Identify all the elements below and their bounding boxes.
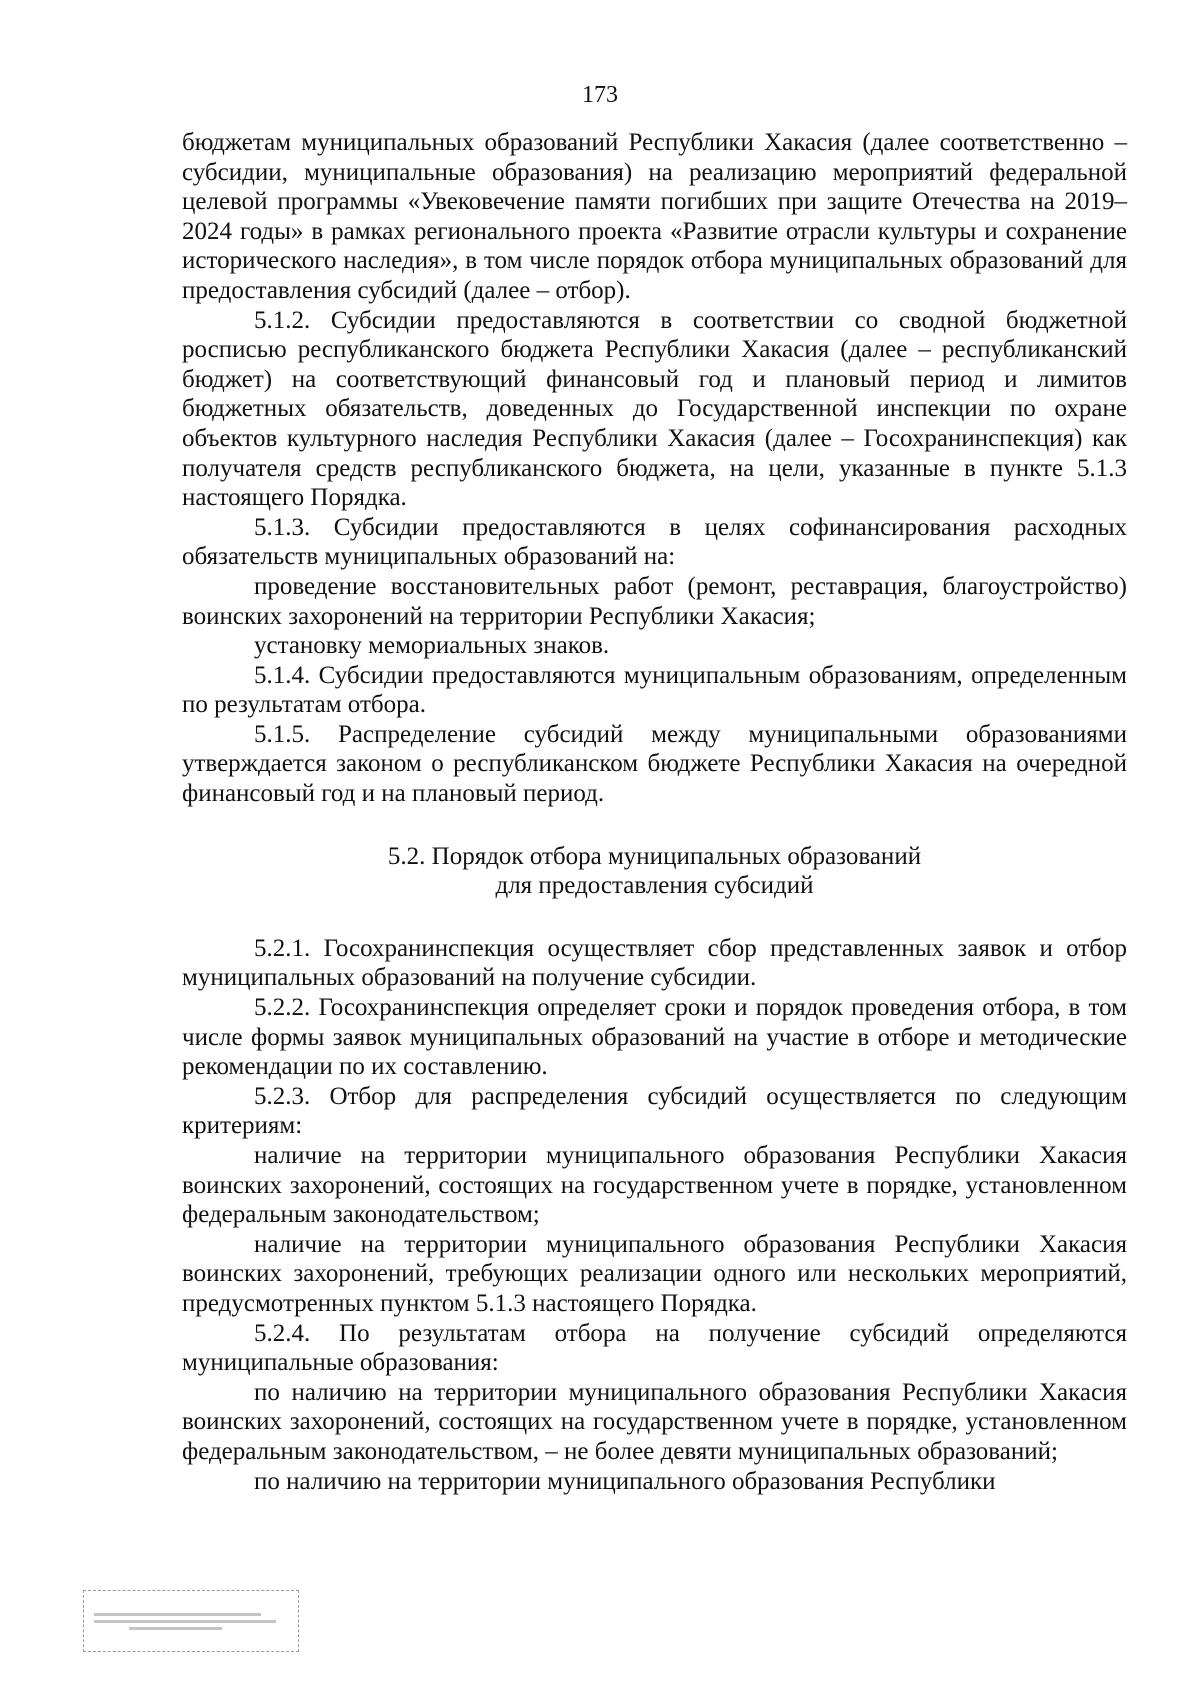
stamp-line [129,1627,222,1630]
paragraph: 5.1.4. Субсидии предоставляются муниципальным образованиям, определенным по результатам отбора. [182,661,1127,719]
paragraph: наличие на территории муниципального образования Республики Хакасия воинских захоронений, состоящих на государственном учете в порядке, установленном федеральным законодательством; [182,1142,1127,1229]
paragraph: по наличию на территории муниципального образования Республики Хакасия воинских захоронений, состоящих на государственном учете в порядке, установленном федеральным законодательством, – не более девяти муниципальных образований; [182,1378,1127,1465]
paragraph: установку мемориальных знаков. [254,632,610,660]
section-heading-line-2: для предоставления субсидий [495,872,814,900]
paragraph: 5.1.3. Субсидии предоставляются в целях софинансирования расходных обязательств муниципальных образований на: [182,513,1127,571]
paragraphs-after-heading [182,934,1127,1496]
paragraph: по наличию на территории муниципального образования Республики [254,1467,996,1495]
paragraph: 5.1.5. Распределение субсидий между муниципальными образованиями утверждается законом о республиканском бюджете Республики Хакасия на очередной финансовый год и на плановый период. [182,720,1127,808]
paragraph: 5.2.3. Отбор для распределения субсидий осуществляется по следующим критериям: [182,1082,1127,1140]
page-number: 173 [582,82,618,108]
document-stamp [83,1590,299,1652]
paragraph: наличие на территории муниципального образования Республики Хакасия воинских захоронений, требующих реализации одного или нескольких мероприятий, предусмотренных пунктом 5.1.3 настоящего Порядка. [182,1230,1127,1317]
document-body [182,128,1127,1496]
paragraph: 5.2.1. Госохранинспекция осуществляет сбор представленных заявок и отбор муниципальных образований на получение субсидии. [182,934,1127,992]
stamp-line [94,1613,261,1616]
paragraph: проведение восстановительных работ (ремонт, реставрация, благоустройство) воинских захоронений на территории Республики Хакасия; [182,572,1127,630]
paragraph: 5.1.2. Субсидии предоставляются в соответствии со сводной бюджетной росписью республиканского бюджета Республики Хакасия (далее – республиканский бюджет) на соответствующий финансовый год и плановый период и лимитов бюджетных обязательств, доведенных до Государственной инспекции по охране объектов культурного наследия Республики Хакасия (далее – Госохранинспекция) как получателя средств республиканского бюджета, на цели, указанные в пункте 5.1.3 настоящего Порядка. [182,306,1127,512]
paragraphs-before-heading [182,128,1127,809]
stamp-line [94,1620,276,1623]
paragraph: бюджетам муниципальных образований Республики Хакасия (далее соответственно – субсидии, муниципальные образования) на реализацию мероприятий федеральной целевой программы «Увековечение памяти погибших при защите Отечества на 2019–2024 годы» в рамках регионального проекта «Развитие отрасли культуры и сохранение исторического наследия», в том числе порядок отбора муниципальных образований для предоставления субсидий (далее – отбор). [182,129,1127,304]
section-heading-line-1: 5.2. Порядок отбора муниципальных образований [387,842,922,870]
paragraph: 5.2.4. По результатам отбора на получение субсидий определяются муниципальные образования: [182,1319,1127,1377]
paragraph: 5.2.2. Госохранинспекция определяет сроки и порядок проведения отбора, в том числе формы заявок муниципальных образований на участие в отборе и методические рекомендации по их составлению. [182,994,1127,1081]
